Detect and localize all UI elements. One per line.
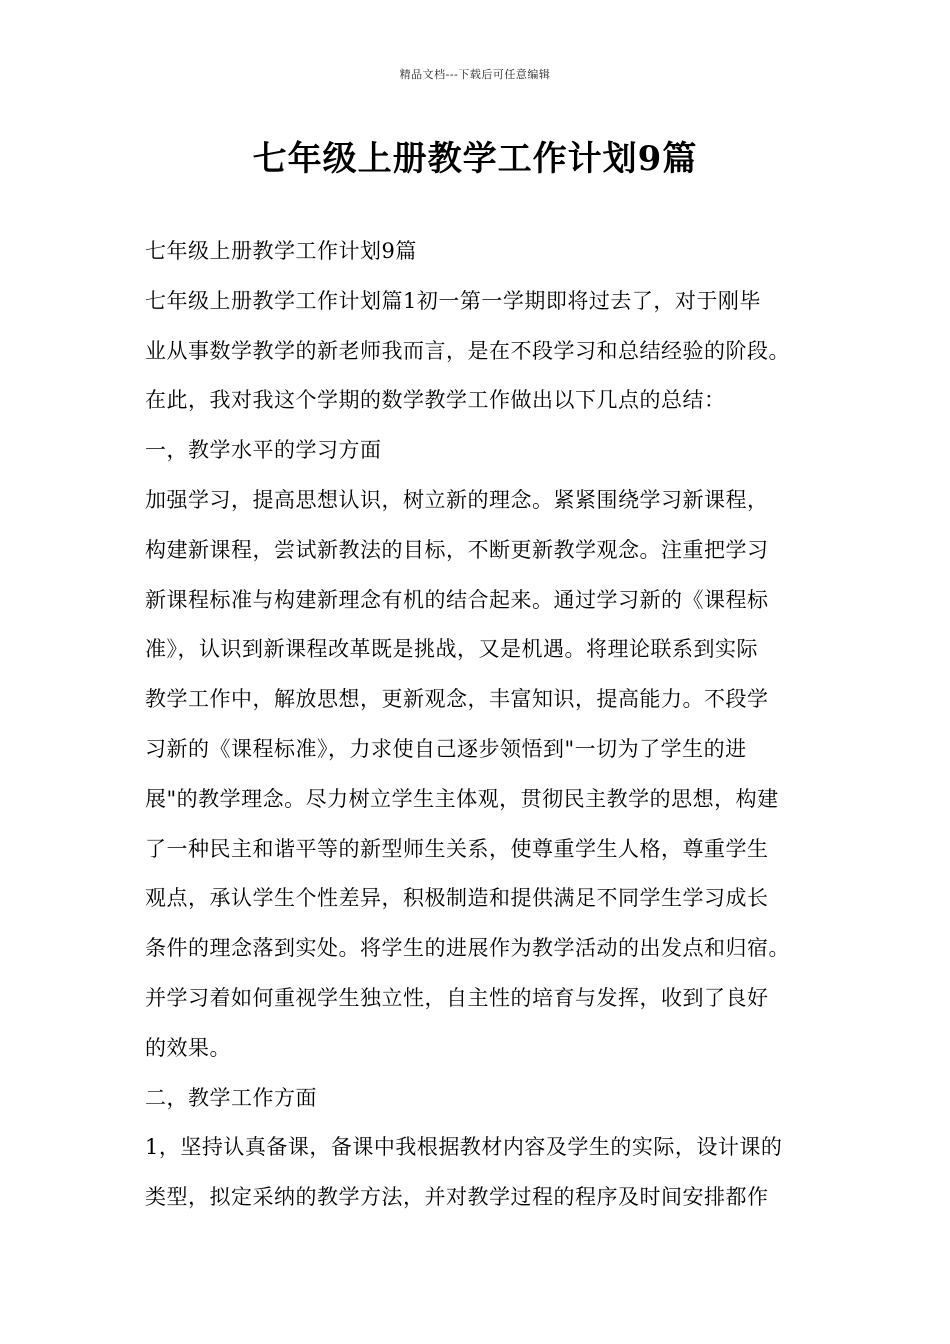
body-line: 条件的理念落到实处。将学生的进展作为教学活动的出发点和归宿。 [145,936,790,961]
body-line: 在此，我对我这个学期的数学教学工作做出以下几点的总结： [145,388,726,413]
body-line: 类型，拟定采纳的教学方法，并对教学过程的程序及时间安排都作 [145,1185,769,1210]
body-line: 了一种民主和谐平等的新型师生关系，使尊重学生人格，尊重学生 [145,836,769,861]
body-line: 教学工作中，解放思想，更新观念，丰富知识，提高能力。不段学 [145,687,769,712]
body-line: 观点，承认学生个性差异，积极制造和提供满足不同学生学习成长 [145,886,769,911]
header-note: 精品文档---下载后可任意编辑 [399,68,551,81]
section-heading: 一，教学水平的学习方面 [145,438,382,463]
document-title: 七年级上册教学工作计划9篇 [252,139,698,179]
body-line: 的效果。 [145,1035,231,1060]
subtitle-line: 七年级上册教学工作计划9篇 [145,239,417,263]
body-line: 1，坚持认真备课，备课中我根据教材内容及学生的实际，设计课的 [145,1135,783,1160]
body-line: 业从事数学教学的新老师我而言，是在不段学习和总结经验的阶段。 [145,338,790,363]
body-line: 准》，认识到新课程改革既是挑战，又是机遇。将理论联系到实际 [145,637,758,662]
body-line: 七年级上册教学工作计划篇1初一第一学期即将过去了，对于刚毕 [145,288,761,313]
body-line: 构建新课程，尝试新教法的目标，不断更新教学观念。注重把学习 [145,537,769,562]
body-line: 展"的教学理念。尽力树立学生主体观，贯彻民主教学的思想，构建 [145,786,779,811]
body-line: 新课程标准与构建新理念有机的结合起来。通过学习新的《课程标 [145,587,769,612]
body-line: 习新的《课程标准》，力求使自己逐步领悟到"一切为了学生的进 [145,736,747,761]
body-line: 并学习着如何重视学生独立性，自主性的培育与发挥，收到了良好 [145,985,769,1010]
body-line: 加强学习，提高思想认识，树立新的理念。紧紧围绕学习新课程， [145,487,769,512]
section-heading: 二，教学工作方面 [145,1085,317,1110]
document-body [145,233,815,1229]
